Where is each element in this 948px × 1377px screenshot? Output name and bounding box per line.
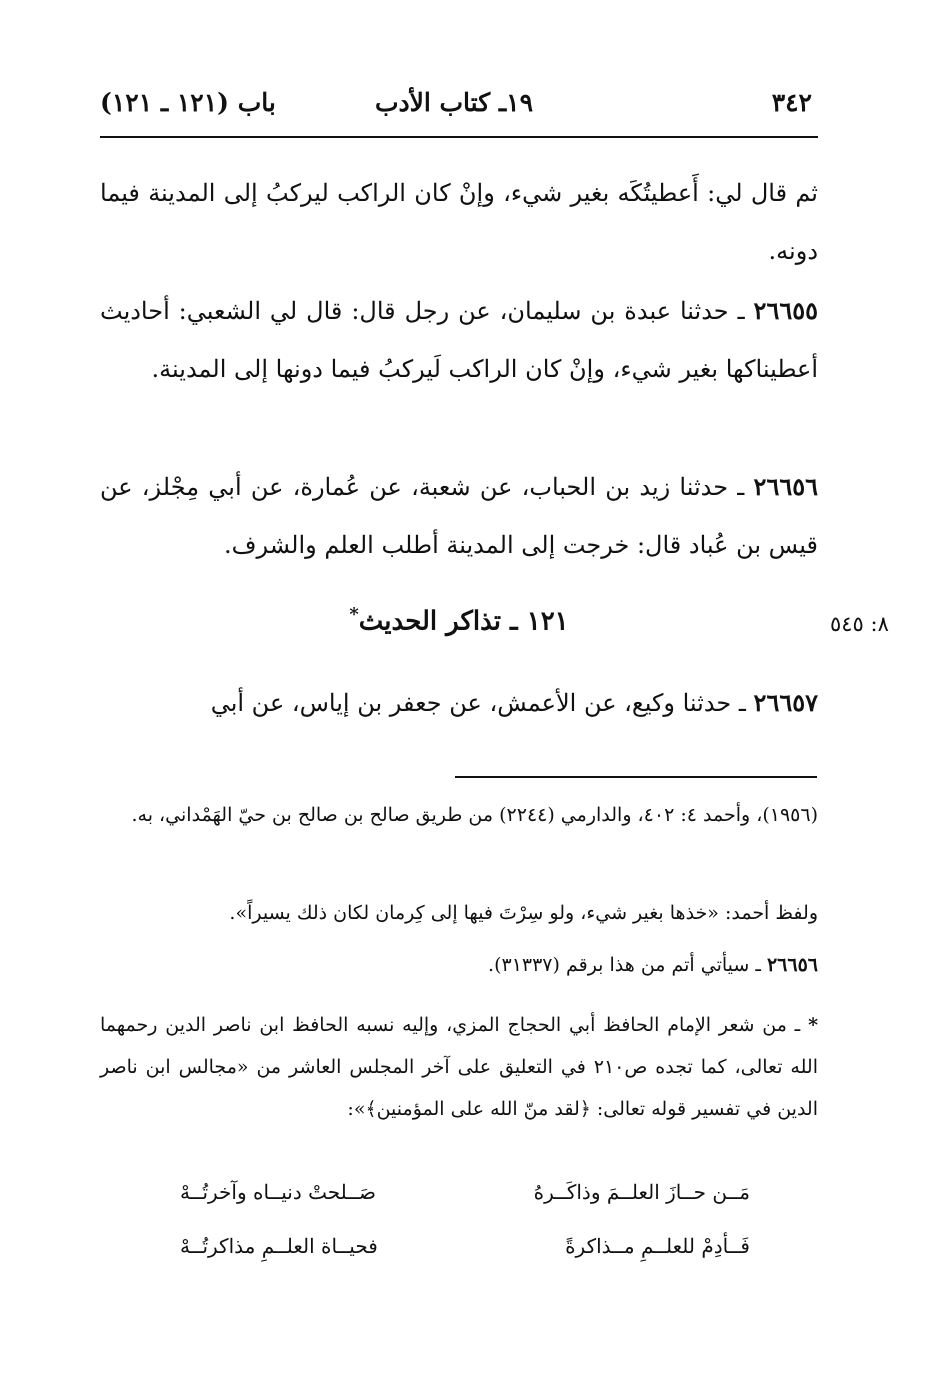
footnote-4 — [100, 1004, 818, 1130]
verse-line-2 — [150, 1234, 770, 1274]
footnote-3 — [100, 944, 818, 986]
chapter-title: ١٢١ ـ تذاكر الحديث — [358, 606, 569, 637]
margin-reference: ٨: ٥٤٥ — [830, 612, 889, 636]
footnote-separator — [455, 776, 817, 778]
footnote-text: ـ سيأتي أتم من هذا برقم (٣١٣٣٧). — [488, 954, 767, 976]
footnote-text: (١٩٥٦)، وأحمد ٤: ٤٠٢، والدارمي (٢٢٤٤) من طريق صالح بن صالح بن حيّ الهَمْداني، به. — [131, 804, 818, 826]
verse-line-1 — [150, 1180, 770, 1220]
footnote-2 — [100, 892, 818, 934]
verse-hemistich-right: مَــن حــازَ العلــمَ وذاكَــرهُ — [533, 1180, 750, 1204]
hadith-text: ـ حدثنا وكيع، عن الأعمش، عن جعفر بن إياس، عن أبي — [210, 689, 754, 717]
continuation-paragraph — [100, 164, 818, 280]
verse-hemistich-right: فَــأدِمْ للعلــمِ مــذاكرةً — [565, 1234, 750, 1258]
book-title: ١٩ـ كتاب الأدب — [374, 88, 533, 117]
chapter-footnote-marker: * — [349, 604, 359, 625]
chapter-heading — [100, 604, 818, 637]
hadith-number: ٢٦٦٥٥ — [753, 296, 818, 325]
continuation-text: ثم قال لي: أَعطيتُكَه بغير شيء، وإنْ كان الراكب ليركبُ إلى المدينة فيما دونه. — [100, 179, 818, 265]
hadith-number: ٢٦٦٥٧ — [753, 688, 818, 717]
verse-hemistich-left: صَــلحتْ دنيــاه وآخرتُــهْ — [180, 1180, 377, 1204]
hadith-text: ـ حدثنا عبدة بن سليمان، عن رجل قال: قال لي الشعبي: أحاديث أعطيناكها بغير شيء، وإنْ كان الراكب لَيركبُ فيما دونها إلى المدينة. — [100, 297, 818, 383]
hadith-26657 — [100, 674, 818, 732]
footnote-hadith-number: ٢٦٦٥٦ — [766, 954, 818, 976]
footnote-1 — [100, 794, 818, 836]
footnote-text: ـ من شعر الإمام الحافظ أبي الحجاج المزي، وإليه نسبه الحافظ ابن ناصر الدين رحمهما الله تعالى، كما تجده ص٢١٠ في التعليق على آخر المجلس العاشر من «مجالس ابن ناصر الدين في تفسير قوله تعالى: ﴿لقد منّ الله على المؤمنين﴾»: — [100, 1014, 818, 1120]
hadith-26655 — [100, 282, 818, 398]
hadith-26656 — [100, 458, 818, 574]
page-header — [100, 88, 818, 128]
footnote-text: ولفظ أحمد: «خذها بغير شيء، ولو سِرْتَ فيها إلى كِرمان لكان ذلك يسيراً». — [229, 902, 818, 924]
hadith-text: ـ حدثنا زيد بن الحباب، عن شعبة، عن عُمارة، عن أبي مِجْلز، عن قيس بن عُباد قال: خرجت إلى المدينة أطلب العلم والشرف. — [100, 473, 818, 559]
chapter-range: باب (١٢١ ـ ١٢١) — [100, 88, 276, 117]
hadith-number: ٢٦٦٥٦ — [753, 472, 818, 501]
header-rule — [100, 136, 818, 138]
verse-hemistich-left: فحيــاة العلــمِ مذاكرتُــهْ — [180, 1234, 378, 1258]
page-number: ٣٤٢ — [771, 88, 812, 117]
footnote-star-marker: * — [808, 1014, 818, 1036]
